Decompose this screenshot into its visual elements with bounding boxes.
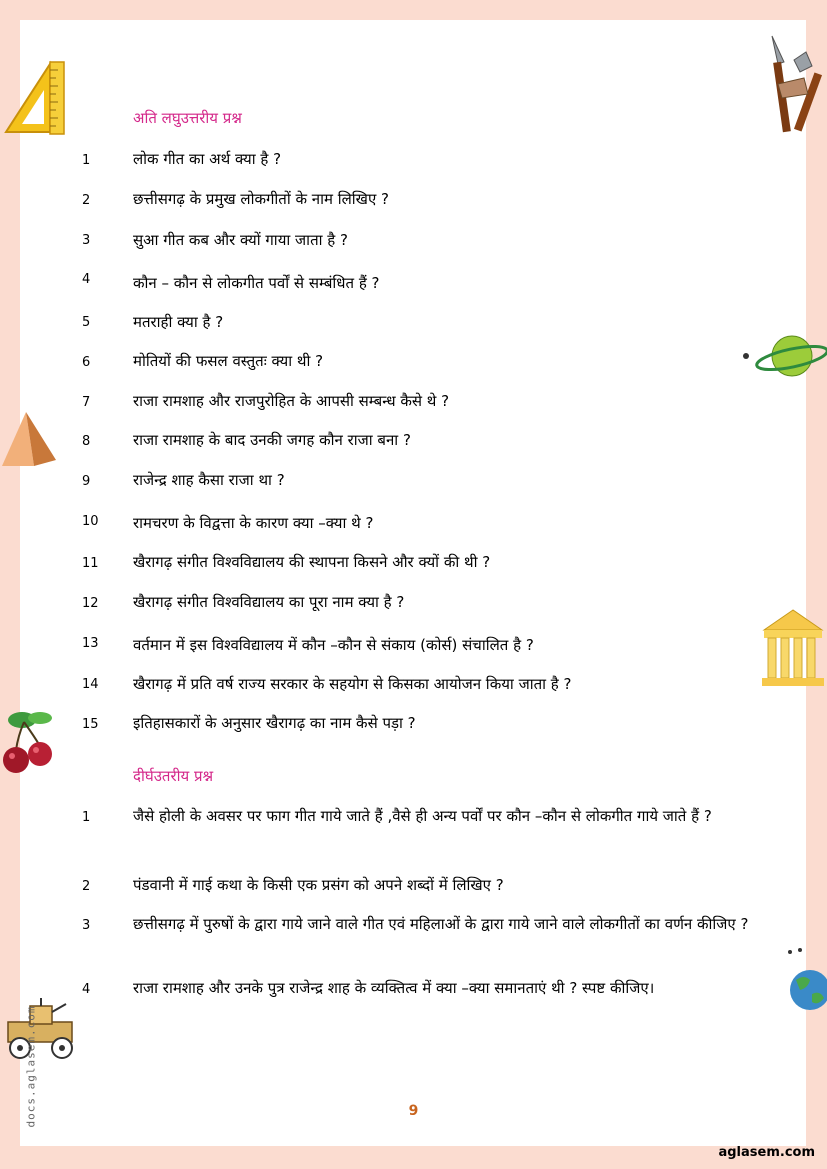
question-text: राजा रामशाह और राजपुरोहित के आपसी सम्बन्ध कैसे थे ? (133, 392, 450, 410)
question-number: 1 (82, 810, 91, 825)
question-number: 13 (82, 636, 99, 651)
question-text: इतिहासकारों के अनुसार खैरागढ़ का नाम कैसे पड़ा ? (133, 714, 416, 732)
question-number: 10 (82, 514, 99, 529)
question-number: 3 (82, 918, 91, 933)
cherries-icon (0, 706, 60, 778)
axe-tool-icon (764, 32, 826, 134)
question-text: सुआ गीत कब और क्यों गाया जाता है ? (133, 231, 348, 249)
question-number: 8 (82, 434, 91, 449)
question-number: 2 (82, 193, 91, 208)
question-text: कौन – कौन से लोकगीत पर्वों से सम्बंधित हैं ? (133, 274, 380, 292)
long-answer-heading: दीर्घउतरीय प्रश्न (133, 767, 214, 785)
question-number: 9 (82, 474, 91, 489)
question-number: 2 (82, 879, 91, 894)
question-text: मतराही क्या है ? (133, 313, 224, 331)
question-number: 14 (82, 677, 99, 692)
robot-vehicle-icon (0, 996, 86, 1062)
watermark-text: docs.aglasem.com (24, 1005, 38, 1128)
question-number: 4 (82, 982, 91, 997)
question-text: जैसे होली के अवसर पर फाग गीत गाये जाते हैं ,वैसे ही अन्य पर्वों पर कौन –कौन से लोकगीत गाये जाते हैं ? (133, 807, 712, 825)
question-number: 7 (82, 395, 91, 410)
planet-icon (740, 330, 827, 382)
question-text: पंडवानी में गाई कथा के किसी एक प्रसंग को अपने शब्दों में लिखिए ? (133, 876, 504, 894)
question-number: 15 (82, 717, 99, 732)
question-text: खैरागढ़ संगीत विश्वविद्यालय का पूरा नाम क्या है ? (133, 593, 405, 611)
question-number: 12 (82, 596, 99, 611)
page-number: 9 (408, 1103, 419, 1119)
question-text: राजा रामशाह के बाद उनकी जगह कौन राजा बना ? (133, 431, 411, 449)
question-text: राजा रामशाह और उनके पुत्र राजेन्द्र शाह के व्यक्तित्व में क्या –क्या समानताएं थी ? स्पष्ट कीजिए। (133, 979, 655, 997)
question-number: 11 (82, 556, 99, 571)
question-text: लोक गीत का अर्थ क्या है ? (133, 150, 282, 168)
question-text: वर्तमान में इस विश्वविद्यालय में कौन –कौन से संकाय (कोर्स) संचालित है ? (133, 636, 534, 654)
question-text: खैरागढ़ में प्रति वर्ष राज्य सरकार के सहयोग से किसका आयोजन किया जाता है ? (133, 675, 572, 693)
question-text: रामचरण के विद्वत्ता के कारण क्या –क्या थे ? (133, 514, 374, 532)
short-answer-heading: अति लघुउत्तरीय प्रश्न (133, 109, 242, 127)
question-number: 4 (82, 272, 91, 287)
question-text: राजेन्द्र शाह कैसा राजा था ? (133, 471, 285, 489)
question-number: 3 (82, 233, 91, 248)
footer-site-label: aglasem.com (718, 1145, 815, 1160)
question-number: 6 (82, 355, 91, 370)
globe-icon (780, 946, 827, 1018)
question-text: मोतियों की फसल वस्तुतः क्या थी ? (133, 352, 324, 370)
pillars-building-icon (760, 608, 827, 688)
question-number: 1 (82, 153, 91, 168)
question-number: 5 (82, 315, 91, 330)
question-text: छत्तीसगढ़ के प्रमुख लोकगीतों के नाम लिखिए ? (133, 190, 389, 208)
question-text: खैरागढ़ संगीत विश्वविद्यालय की स्थापना किसने और क्यों की थी ? (133, 553, 491, 571)
ruler-triangle-icon (2, 58, 68, 136)
pyramid-icon (0, 410, 58, 470)
question-text: छत्तीसगढ़ में पुरुषों के द्वारा गाये जाने वाले गीत एवं महिलाओं के द्वारा गाये जाने वाले लोकगीतों का वर्णन कीजिए ? (133, 915, 749, 933)
